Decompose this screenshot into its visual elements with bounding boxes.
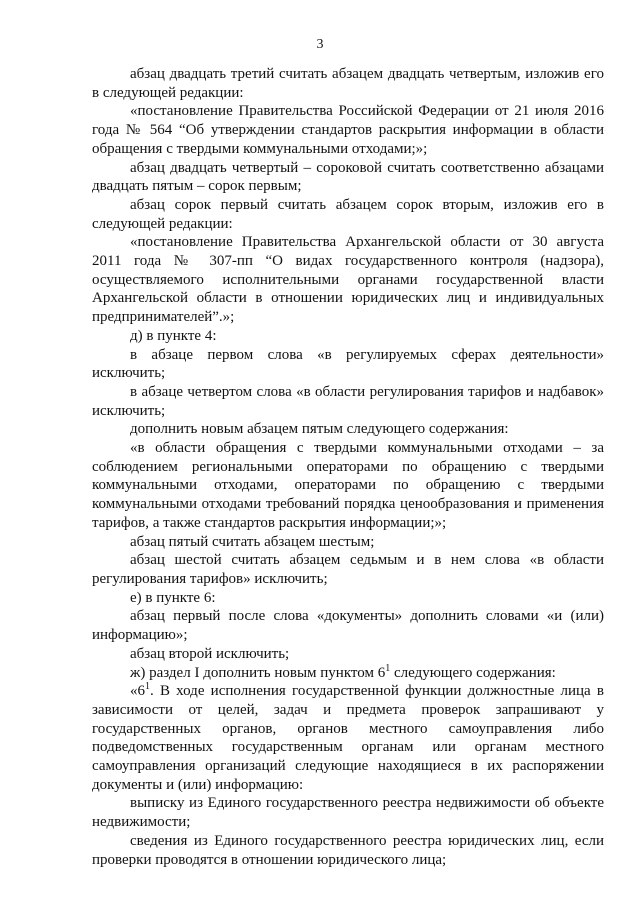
paragraph: дополнить новым абзацем пятым следующего содержания: [130, 421, 509, 438]
page-number: 3 [316, 37, 324, 52]
paragraph: абзац первый после слова «документы» дополнить словами «и (или) информацию»; [92, 608, 604, 644]
paragraph: д) в пункте 4: [130, 327, 217, 344]
paragraph: в абзаце первом слова «в регулируемых сферах деятельности» исключить; [92, 346, 604, 382]
superscript: 1 [145, 681, 150, 693]
paragraph: в абзаце четвертом слова «в области регулирования тарифов и надбавок» исключить; [92, 383, 604, 419]
paragraph: выписку из Единого государственного реестра недвижимости об объекте недвижимости; [92, 795, 604, 831]
paragraph: абзац сорок первый считать абзацем сорок вторым, изложив его в следующей редакции: [92, 196, 604, 232]
paragraph [92, 682, 604, 794]
paragraph: «в области обращения с твердыми коммунальными отходами – за соблюдением региональными операторами по обращению с твердыми коммунальными отходами, операторами по обращению с твердыми коммунальными отходами требований порядка ценообразования и применения тарифов, а также стандартов раскрытия информации;»; [92, 440, 604, 531]
paragraph-text: «6 [130, 683, 145, 700]
paragraph: «постановление Правительства Российской Федерации от 21 июля 2016 года № 564 “Об утверждении стандартов раскрытия информации в области обращения с твердыми коммунальными отходами;»; [92, 103, 604, 157]
paragraph: абзац двадцать третий считать абзацем двадцать четвертым, изложив его в следующей редакции: [92, 66, 604, 101]
paragraph: сведения из Единого государственного реестра юридических лиц, если проверки проводятся в отношении юридического лица; [92, 832, 604, 868]
paragraph: абзац шестой считать абзацем седьмым и в нем слова «в области регулирования тарифов» исключить; [92, 552, 604, 587]
paragraph-text-tail: . В ходе исполнения государственной функции должностные лица в зависимости от целей, задач и предмета проверок запрашивают у государственных органов, органов местного самоуправления либо подведомственных государственным органам или органам местного самоуправления организаций следующие находящиеся в их распоряжении документы и (или) информацию: [92, 683, 604, 793]
document-body [92, 65, 604, 869]
superscript: 1 [385, 662, 391, 674]
paragraph-text: ж) раздел I дополнить новым пунктом 6 [130, 664, 386, 681]
paragraph [92, 664, 604, 683]
paragraph: е) в пункте 6: [130, 589, 216, 606]
paragraph: абзац пятый считать абзацем шестым; [130, 533, 375, 550]
paragraph: «постановление Правительства Архангельской области от 30 августа 2011 года № 307-пп “О видах государственного контроля (надзора), осуществляемого исполнительными органами государственной власти Архангельской области в отношении юридических лиц и индивидуальных предпринимателей”.»; [92, 234, 604, 326]
paragraph: абзац двадцать четвертый – сороковой считать соответственно абзацами двадцать пятым – сорок первым; [92, 159, 604, 195]
paragraph-text-tail: следующего содержания: [390, 664, 556, 681]
paragraph: абзац второй исключить; [130, 645, 290, 662]
